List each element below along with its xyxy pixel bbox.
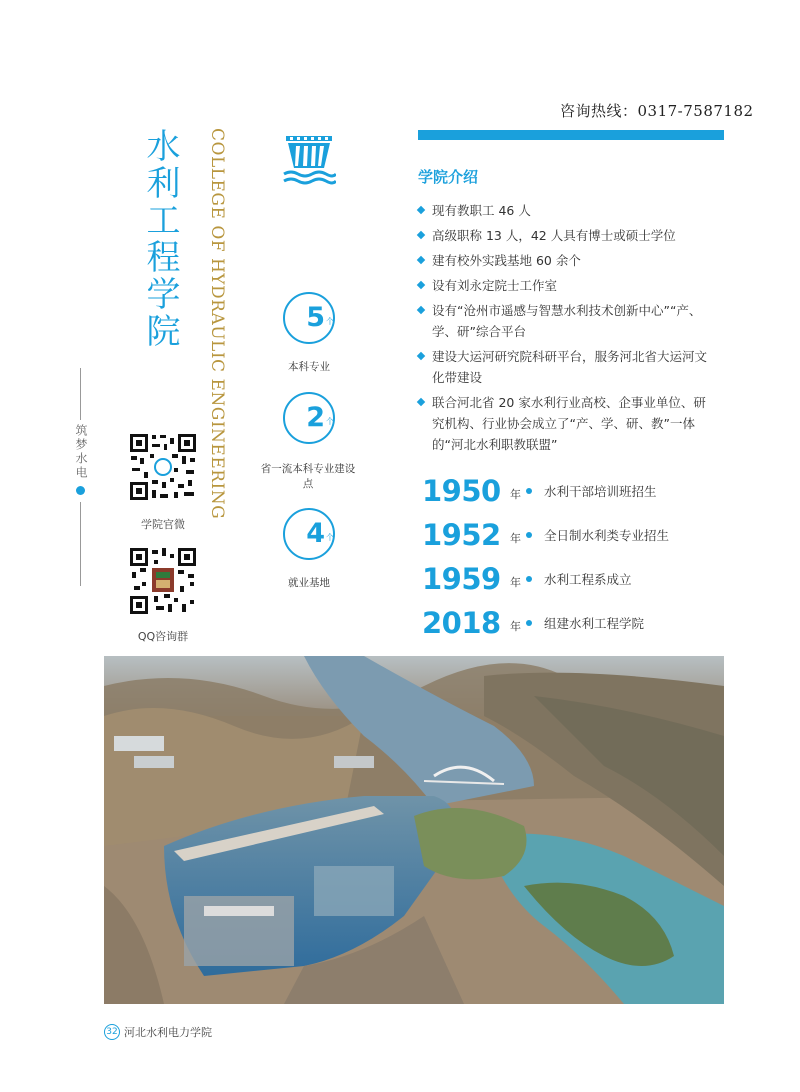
stat-label-employment: 就业基地	[288, 577, 330, 589]
college-title-cn: 水利工程学院	[140, 128, 180, 350]
timeline-desc: 水利干部培训班招生	[544, 484, 657, 499]
intro-item: 高级职称 13 人，42 人具有博士或硕士学位	[416, 225, 716, 246]
timeline-unit: 年	[510, 620, 521, 633]
timeline-year: 1959	[422, 562, 501, 596]
stat-unit: 个	[326, 533, 334, 542]
dam-icon	[282, 134, 336, 186]
page-number: 32	[104, 1024, 120, 1040]
intro-title: 学院介绍	[418, 168, 479, 186]
side-dot	[76, 486, 85, 495]
consultation-hotline: 咨询热线：0317-7587182	[560, 102, 754, 120]
qq-group-qr-caption: QQ咨询群	[137, 630, 189, 643]
side-divider-bottom	[80, 502, 81, 586]
timeline-row	[422, 562, 722, 602]
wechat-qr-code	[128, 432, 198, 502]
qq-group-qr-code	[128, 546, 198, 616]
intro-item: 建设大运河研究院科研平台，服务河北省大运河文化带建设	[416, 346, 716, 388]
wechat-qr-caption: 学院官微	[141, 518, 185, 531]
stat-unit: 个	[326, 317, 334, 326]
stat-value: 5	[306, 302, 325, 333]
timeline-unit: 年	[510, 488, 521, 501]
timeline-dot	[526, 576, 532, 582]
stat-circle-majors	[283, 292, 335, 344]
intro-item: 设有刘永定院士工作室	[416, 275, 716, 296]
side-slogan: 筑梦水电	[74, 424, 88, 480]
stat-value: 2	[306, 402, 325, 433]
stat-unit: 个	[326, 417, 334, 426]
timeline-year: 1952	[422, 518, 501, 552]
intro-item: 联合河北省 20 家水利行业高校、企事业单位、研究机构、行业协会成立了“产、学、研、教”一体的“河北水利职教联盟”	[416, 392, 716, 455]
timeline-desc: 组建水利工程学院	[544, 616, 645, 631]
stat-value: 4	[306, 518, 325, 549]
timeline-year: 2018	[422, 606, 501, 640]
stat-label-majors: 本科专业	[288, 361, 330, 373]
stat-circle-first-class	[283, 392, 335, 444]
timeline-dot	[526, 488, 532, 494]
intro-list	[416, 200, 716, 459]
timeline-unit: 年	[510, 576, 521, 589]
intro-item: 设有“沧州市遥感与智慧水利技术创新中心”“产、学、研”综合平台	[416, 300, 716, 342]
side-divider-top	[80, 368, 81, 420]
intro-item: 现有教职工 46 人	[416, 200, 716, 221]
timeline-dot	[526, 532, 532, 538]
timeline-row	[422, 518, 722, 558]
dam-aerial-photo	[104, 656, 724, 1004]
header-accent-bar	[418, 130, 724, 140]
timeline-row	[422, 474, 722, 514]
intro-item: 建有校外实践基地 60 余个	[416, 250, 716, 271]
college-title-en: COLLEGE OF HYDRAULIC ENGINEERING	[207, 128, 227, 520]
timeline-dot	[526, 620, 532, 626]
stat-label-first-class: 省一流本科专业建设点	[260, 463, 356, 490]
timeline-unit: 年	[510, 532, 521, 545]
timeline-desc: 水利工程系成立	[544, 572, 632, 587]
timeline-row	[422, 606, 722, 646]
stat-circle-employment	[283, 508, 335, 560]
footer-school-name: 河北水利电力学院	[124, 1026, 212, 1039]
timeline-desc: 全日制水利类专业招生	[544, 528, 670, 543]
timeline-year: 1950	[422, 474, 501, 508]
